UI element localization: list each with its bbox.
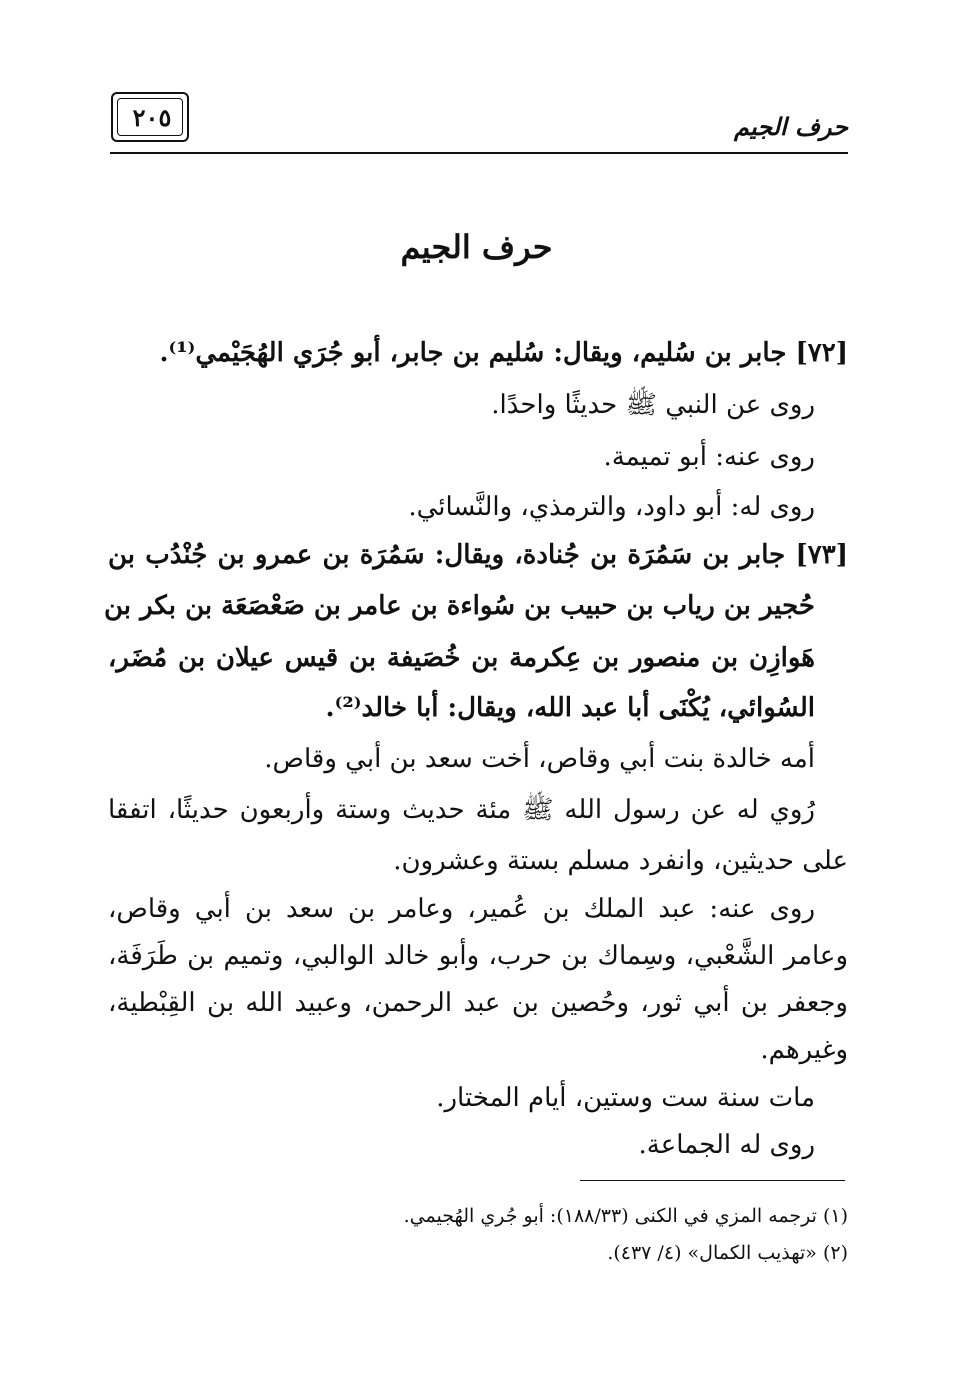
entry-73-heading: هَوازِن بن منصور بن عِكرمة بن خُصَيفة بن قيس عيلان بن مُضَر،: [108, 643, 815, 673]
footnote-divider: [580, 1180, 845, 1181]
entry-73-line: وغيرهم.: [760, 1035, 848, 1065]
entry-73-line: مات سنة ست وستين، أيام المختار.: [436, 1083, 815, 1113]
page-number-frame: [111, 92, 189, 142]
footnote-2: (٢) «تهذيب الكمال» (٤/ ٤٣٧).: [607, 1242, 848, 1264]
entry-73-line: وعامر الشَّعْبي، وسِماك بن حرب، وأبو خالد الوالبي، وتميم بن طَرَفَة،: [108, 941, 848, 971]
entry-73-line: على حديثين، وانفرد مسلم بستة وعشرون.: [393, 846, 848, 876]
entry-72-line: روى عنه: أبو تميمة.: [603, 442, 815, 472]
header-divider: [110, 152, 848, 154]
entry-73-line: أمه خالدة بنت أبي وقاص، أخت سعد بن أبي وقاص.: [264, 744, 815, 774]
entry-73-line: وجعفر بن أبي ثور، وحُصين بن عبد الرحمن، وعبيد الله بن القِبْطية،: [108, 988, 848, 1018]
entry-73-heading: [٧٣] جابر بن سَمُرَة بن جُنادة، ويقال: سَمُرَة بن عمرو بن جُنْدُب بن: [108, 540, 848, 570]
running-head: حرف الجيم: [734, 112, 848, 141]
page-number: ٢٠٥: [132, 103, 172, 132]
entry-73-line: روى له الجماعة.: [638, 1130, 815, 1160]
entry-72-line: روى عن النبي ﷺ حديثًا واحدًا.: [491, 390, 815, 420]
chapter-title: حرف الجيم: [400, 228, 553, 266]
footnote-1: (١) ترجمه المزي في الكنى (١٨٨/٣٣): أبو جُري الهُجيمي.: [403, 1205, 848, 1227]
entry-73-heading: حُجير بن رياب بن حبيب بن سُواءة بن عامر بن صَعْصَعَة بن بكر بن: [104, 591, 815, 621]
entry-72-heading: [٧٢] جابر بن سُليم، ويقال: سُليم بن جابر، أبو جُرَي الهُجَيْمي⁽¹⁾.: [159, 338, 848, 368]
entry-73-heading: السُوائي، يُكْنَى أبا عبد الله، ويقال: أبا خالد⁽²⁾.: [325, 693, 815, 723]
entry-73-line: رُوي له عن رسول الله ﷺ مئة حديث وستة وأربعون حديثًا، اتفقا: [108, 795, 815, 825]
entry-73-line: روى عنه: عبد الملك بن عُمير، وعامر بن سعد بن أبي وقاص،: [108, 894, 815, 924]
entry-72-line: روى له: أبو داود، والترمذي، والنَّسائي.: [408, 492, 815, 522]
